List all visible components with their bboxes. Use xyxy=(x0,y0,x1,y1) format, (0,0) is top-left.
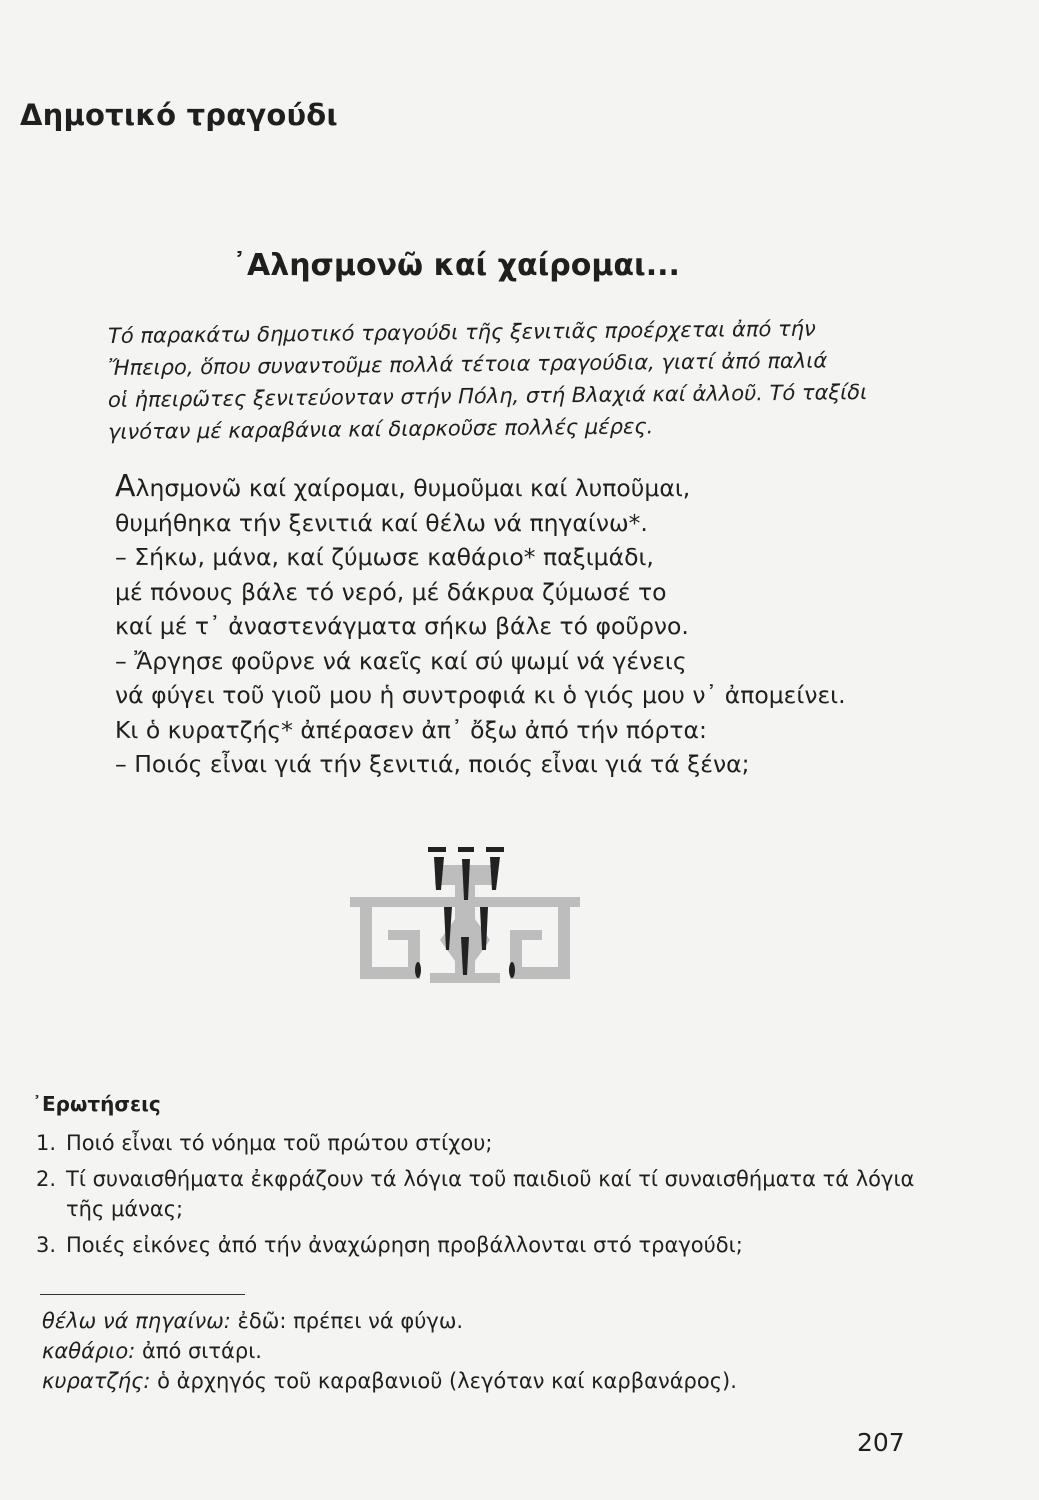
footnote-definition: ἀπό σιτάρι. xyxy=(135,1339,262,1363)
page-number: 207 xyxy=(857,1428,905,1457)
footnote-term: κυρατζής: xyxy=(42,1369,151,1393)
questions-title: ᾿Ερωτήσεις xyxy=(32,1092,161,1116)
questions-list xyxy=(36,1128,916,1266)
intro-line: οἱ ἠπειρῶτες ξενιτεύονταν στήν Πόλη, στή Βλαχιά καί ἀλλοῦ. Τό ταξίδι xyxy=(108,380,868,413)
footnotes xyxy=(42,1306,942,1396)
section-title: Δημοτικό τραγούδι xyxy=(20,98,338,132)
footnote-term: καθάριο: xyxy=(42,1339,136,1363)
footnote-item xyxy=(42,1336,942,1366)
poem-line: – Ποιός εἶναι γιά τήν ξενιτιά, ποιός εἶναι γιά τά ξένα; xyxy=(115,750,750,778)
question-text: Ποιές εἰκόνες ἀπό τήν ἀναχώρηση προβάλλονται στό τραγούδι; xyxy=(66,1233,743,1257)
poem-title: ᾿Αλησμονῶ καί χαίρομαι... xyxy=(232,248,680,283)
poem-dropcap: Α xyxy=(115,469,136,504)
footnote-term: θέλω νά πηγαίνω: xyxy=(42,1309,231,1333)
poem-line: μέ πόνους βάλε τό νερό, μέ δάκρυα ζύμωσέ το xyxy=(115,577,667,606)
question-item xyxy=(36,1164,916,1224)
question-item xyxy=(36,1230,916,1260)
question-number: 1. xyxy=(36,1131,57,1155)
intro-line: Ἤπειρο, ὅπου συναντοῦμε πολλά τέτοια τραγούδια, γιατί ἀπό παλιά xyxy=(108,348,828,381)
footnote-definition: ὁ ἀρχηγός τοῦ καραβανιοῦ (λεγόταν καί καρβανάρος). xyxy=(150,1369,737,1393)
footnote-item xyxy=(42,1306,942,1336)
poem-line xyxy=(115,470,895,506)
poem-first-line-rest: λησμονῶ καί χαίρομαι, θυμοῦμαι καί λυποῦμαι, xyxy=(135,474,691,502)
footnote-item xyxy=(42,1366,942,1396)
question-item xyxy=(36,1128,916,1158)
poem-text xyxy=(115,470,895,782)
footnote-definition: ἐδῶ: πρέπει νά φύγω. xyxy=(230,1309,464,1333)
poem-line: καί μέ τ᾿ ἀναστενάγματα σήκω βάλε τό φοῦρνο. xyxy=(115,612,689,640)
intro-paragraph xyxy=(108,312,878,448)
folk-ornament-icon xyxy=(340,845,590,995)
poem-line: θυμήθηκα τήν ξενιτιά καί θέλω νά πηγαίνω*. xyxy=(115,508,648,537)
question-text: Τί συναισθήματα ἐκφράζουν τά λόγια τοῦ παιδιοῦ καί τί συναισθήματα τά λόγια τῆς μάνας; xyxy=(66,1167,915,1221)
poem-line: – Σήκω, μάνα, καί ζύμωσε καθάριο* παξιμάδι, xyxy=(115,543,654,571)
question-number: 2. xyxy=(36,1167,57,1191)
footnote-divider xyxy=(40,1294,245,1295)
poem-line: Κι ὁ κυρατζής* ἀπέρασεν ἀπ᾿ ὄξω ἀπό τήν πόρτα: xyxy=(115,715,707,744)
poem-line: νά φύγει τοῦ γιοῦ μου ἡ συντροφιά κι ὁ γιός μου ν᾿ ἀπομείνει. xyxy=(115,681,846,709)
question-text: Ποιό εἶναι τό νόημα τοῦ πρώτου στίχου; xyxy=(66,1131,493,1155)
question-number: 3. xyxy=(36,1233,57,1257)
poem-line: – Ἄργησε φοῦρνε νά καεῖς καί σύ ψωμί νά γένεις xyxy=(115,646,687,675)
intro-line: γινόταν μέ καραβάνια καί διαρκοῦσε πολλές μέρες. xyxy=(108,414,654,445)
intro-line: Τό παρακάτω δημοτικό τραγούδι τῆς ξενιτιᾶς προέρχεται ἀπό τήν xyxy=(108,316,816,349)
